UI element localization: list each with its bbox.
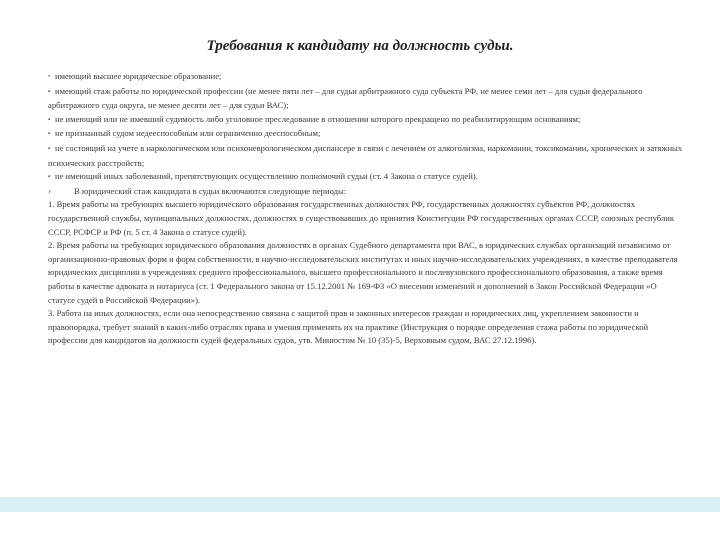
bullet-item xyxy=(48,113,684,128)
section-intro xyxy=(48,185,684,199)
bullet-icon: ▪ xyxy=(48,131,51,138)
period-item: 3. Работа на иных должностях, если она непосредственно связана с защитой прав и законных интересов граждан и юридических лиц, укреплением законности и правопорядка, требует знаний в каких-либо отраслях права и умения применять их на практике (Инструкция о порядке определения стажа работы по юридической профессии для кандидатов на должности судей федеральных судов, утв. Минюстом № 10 (35)-5, Верховным судом, ВАС 27.12.1996). xyxy=(48,308,649,346)
bullet-item xyxy=(48,127,684,142)
period-item: 1. Время работы на требующих высшего юридического образования государственных должностях РФ, государственных должностях субъектов РФ, должностях государственной службы, муниципальных должностях, должностях в существовавших до принятия Конституции РФ государственных органах СССР, союзных республик СССР, РСФСР и РФ (п. 5 ст. 4 Закона о статусе судей). xyxy=(48,199,675,237)
bullet-icon: ▪ xyxy=(48,145,51,152)
bullet-item xyxy=(48,70,684,85)
bullet-item xyxy=(48,142,684,170)
bullet-icon: ▪ xyxy=(48,174,51,181)
bullet-item xyxy=(48,85,684,113)
bullet-text: не состоящий на учете в наркологическом или психоневрологическом диспансере в связи с лечением от алкоголизма, наркомании, токсикомании, хронических и затяжных психических расстройств; xyxy=(48,142,683,168)
section-intro-text: В юридический стаж кандидата в судьи включаются следующие периоды: xyxy=(74,185,347,196)
slide-content xyxy=(48,70,684,348)
bullet-icon: ▪ xyxy=(48,88,51,95)
bullet-item xyxy=(48,170,684,185)
bullet-text: имеющий стаж работы по юридической профессии (не менее пяти лет – для судьи арбитражного суда субъекта РФ, не менее семи лет – для судьи федерального арбитражного суда округа, не менее десяти лет – для судьи ВАС); xyxy=(48,85,643,111)
slide-title: Требования к кандидату на должность судьи. xyxy=(206,38,514,54)
bullet-text: не признанный судом недееспособным или ограниченно дееспособным; xyxy=(55,128,321,139)
footer-band xyxy=(0,497,720,512)
bullet-text: имеющий высшее юридическое образование; xyxy=(55,71,222,81)
bullet-icon: ▪ xyxy=(48,116,51,123)
bullet-icon: • xyxy=(48,74,51,80)
bullet-text: не имеющий или не имевший судимость либо уголовное преследование в отношении которого прекращено по реабилитирующим основаниям; xyxy=(55,113,581,124)
period-item: 2. Время работы на требующих юридического образования должностях в органах Судебного департамента при ВАС, в юридических службах организаций независимо от организационно-правовых форм и форм собственности, в научно-исследовательских институтах и иных научно-исследовательских учреждениях, в качестве преподавателя юридических дисциплин в учреждениях среднего профессионального, высшего профессионального и послевузовского профессионального образования, а также время работы в качестве адвоката и нотариуса (ст. 1 Федерального закона от 15.12.2001 № 169-ФЗ «О внесении изменений и дополнений в Закон Российской Федерации «О статусе судей в Российской Федерации»). xyxy=(48,240,678,305)
bullet-text: не имеющий иных заболеваний, препятствующих осуществлению полномочий судьи (ст. 4 Закона о статусе судей). xyxy=(55,171,478,182)
arrow-icon: › xyxy=(48,185,51,196)
